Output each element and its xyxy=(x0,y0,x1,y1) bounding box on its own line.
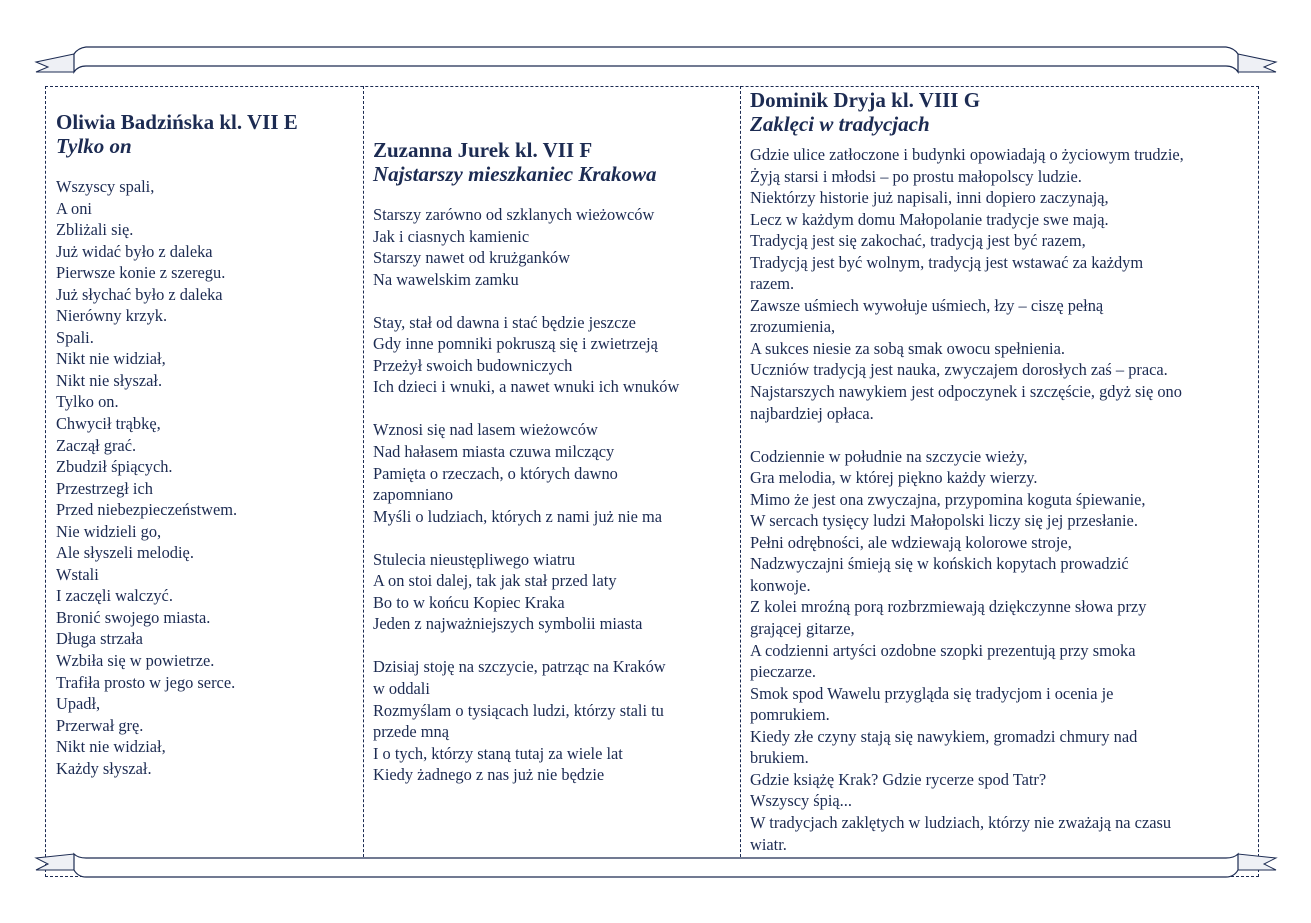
poem-line: Dzisiaj stoję na szczycie, patrząc na Kraków xyxy=(373,657,666,677)
poem-line: Wznosi się nad lasem wieżowców xyxy=(373,420,598,440)
poem-line: przede mną xyxy=(373,722,449,742)
poem-line: najbardziej opłaca. xyxy=(750,403,874,423)
poem-line: Gdzie książę Krak? Gdzie rycerze spod Tatr? xyxy=(750,769,1047,789)
poem-title: Tylko on xyxy=(56,134,132,158)
poem-line: Spali. xyxy=(56,327,94,347)
poem-title: Najstarszy mieszkaniec Krakowa xyxy=(373,162,657,186)
poem-line: Gra melodia, w której pięknо każdy wierzy. xyxy=(750,468,1038,488)
poem-text xyxy=(56,176,356,779)
poem-line: Już widać było z daleka xyxy=(56,241,213,261)
poem-line: Kiedy żadnego z nas już nie będzie xyxy=(373,765,605,785)
poem-line: razem. xyxy=(750,274,795,294)
poem-line: Bronić swojego miasta. xyxy=(56,607,211,627)
poem-column xyxy=(56,110,356,779)
poem-line: Pełni odrębności, ale wdziewają kolorowe stroje, xyxy=(750,532,1072,552)
poem-line: konwoje. xyxy=(750,575,811,595)
poem-line: A codzienni artyści ozdobne szopki prezentują przy smoka xyxy=(750,640,1136,660)
poem-line: Z kolei mroźną porą rozbrzmiewają dziękczynne słowa przy xyxy=(750,597,1147,617)
column-divider xyxy=(363,86,364,877)
poem-line: Najstarszych nawykiem jest odpoczynek i szczęście, gdyż się ono xyxy=(750,382,1182,402)
poem-line: Zawsze uśmiech wywołuje uśmiech, łzy – ciszę pełną xyxy=(750,295,1104,315)
poem-line: Gdy inne pomniki pokruszą się i zwietrzeją xyxy=(373,334,658,354)
poem-line: Zaczął grać. xyxy=(56,435,137,455)
poem-line: Codziennie w południe na szczycie wieży, xyxy=(750,446,1028,466)
poem-line: Pamięta o rzeczach, o których dawno xyxy=(373,463,618,483)
poem-author: Oliwia Badzińska kl. VII E xyxy=(56,110,298,134)
poem-title: Zaklęci w tradycjach xyxy=(750,112,930,136)
poem-line: Zbudził śpiących. xyxy=(56,457,173,477)
poem-line: zrozumienia, xyxy=(750,317,836,337)
poem-line: Długa strzała xyxy=(56,629,143,649)
poem-line xyxy=(373,527,733,549)
poem-line: Nikt nie widział, xyxy=(56,349,166,369)
poem-line: Stulecia nieustępliwego wiatru xyxy=(373,549,576,569)
poem-line: Mimo że jest ona zwyczajna, przypomina koguta śpiewanie, xyxy=(750,489,1146,509)
poem-line: Przestrzegł ich xyxy=(56,478,153,498)
poem-text xyxy=(750,144,1250,855)
poem-line: Na wawelskim zamku xyxy=(373,269,519,289)
top-ribbon-banner xyxy=(34,42,1278,78)
poem-line: Smok spod Wawelu przygląda się tradycjom i ocenia je xyxy=(750,683,1114,703)
poem-line: Rozmyślam o tysiącach ludzi, którzy stali tu xyxy=(373,700,664,720)
poem-line: Jak i ciasnych kamienic xyxy=(373,226,530,246)
poem-line: Wszyscy śpią... xyxy=(750,791,852,811)
column-divider xyxy=(740,86,741,877)
poem-line: Tradycją jest być wolnym, tradycją jest wstawać za każdym xyxy=(750,252,1144,272)
poem-line: Tylko on. xyxy=(56,392,119,412)
poem-line: Tradycją jest się zakochać, tradycją jest być razem, xyxy=(750,231,1086,251)
poem-line: wiatr. xyxy=(750,834,787,854)
poem-line: Nikt nie słyszał. xyxy=(56,370,163,390)
poem-line: Uczniów tradycją jest nauka, zwyczajem dorosłych zaś – praca. xyxy=(750,360,1168,380)
poem-line: Ich dzieci i wnuki, a nawet wnuki ich wnuków xyxy=(373,377,680,397)
poem-line: zapomniano xyxy=(373,485,454,505)
poem-line: Stay, stał od dawna i stać będzie jeszcze xyxy=(373,312,636,332)
poem-line: A sukces niesie za sobą smak owocu spełnienia. xyxy=(750,338,1065,358)
poem-line: Wstali xyxy=(56,564,99,584)
poem-line xyxy=(750,424,1250,446)
poem-line: Bo to w końcu Kopiec Kraka xyxy=(373,592,565,612)
poem-line: Upadł, xyxy=(56,694,101,714)
bottom-ribbon-banner xyxy=(34,850,1278,886)
poem-line: Kiedy złe czyny stają się nawykiem, gromadzi chmury nad xyxy=(750,726,1138,746)
poem-line: Trafiła prosto w jego serce. xyxy=(56,672,236,692)
poem-line: Nadzwyczajni śmieją się w końskich kopytach prowadzić xyxy=(750,554,1129,574)
poem-line: Przed niebezpieczeństwem. xyxy=(56,500,238,520)
poem-line: pomrukiem. xyxy=(750,705,830,725)
poem-line: Wzbiła się w powietrze. xyxy=(56,651,215,671)
poem-line: grającej gitarze, xyxy=(750,619,855,639)
poem-line: Żyją starsi i młodsi – po prostu małopolscy ludzie. xyxy=(750,166,1082,186)
poem-author: Zuzanna Jurek kl. VII F xyxy=(373,138,593,162)
poem-line: Nikt nie widział, xyxy=(56,737,166,757)
poem-line: Przerwał grę. xyxy=(56,715,144,735)
poem-line: Gdzie ulice zatłoczone i budynki opowiadają o życiowym trudzie, xyxy=(750,145,1184,164)
poem-line xyxy=(373,290,733,312)
poem-line: Zbliżali się. xyxy=(56,220,134,240)
poem-line: A on stoi dalej, tak jak stał przed laty xyxy=(373,571,617,591)
poem-line: A oni xyxy=(56,198,92,218)
poem-line: Wszyscy spali, xyxy=(56,177,155,196)
poem-line: I zaczęli walczyć. xyxy=(56,586,173,606)
poem-line xyxy=(373,398,733,420)
poem-line: Starszy nawet od krużganków xyxy=(373,248,571,268)
poem-line: W tradycjach zaklętych w ludziach, którzy nie zważają na czasu xyxy=(750,812,1172,832)
poem-line: Lecz w każdym domu Małopolanie tradycje swe mają. xyxy=(750,209,1109,229)
poem-line: Pierwsze konie z szeregu. xyxy=(56,263,226,283)
poem-author: Dominik Dryja kl. VIII G xyxy=(750,88,981,112)
poem-line: brukiem. xyxy=(750,748,809,768)
poem-line: Już słychać było z daleka xyxy=(56,284,223,304)
poem-line: pieczarze. xyxy=(750,662,816,682)
poem-line: Nierówny krzyk. xyxy=(56,306,168,326)
poem-line: Myśli o ludziach, których z nami już nie ma xyxy=(373,506,663,526)
poem-line: Chwycił trąbkę, xyxy=(56,414,161,434)
poem-line: w oddali xyxy=(373,679,430,699)
poem-line xyxy=(373,635,733,657)
poem-line: Nie widzieli go, xyxy=(56,521,162,541)
poem-text xyxy=(373,204,733,786)
poem-column xyxy=(750,88,1250,855)
poem-line: Jeden z najważniejszych symbolii miasta xyxy=(373,614,643,634)
poem-line: W sercach tysięcy ludzi Małopolski liczy się jej przesłanie. xyxy=(750,511,1138,531)
poem-line: Niektórzy historie już napisali, inni dopiero zaczynają, xyxy=(750,188,1109,208)
poem-line: Starszy zarówno od szklanych wieżowców xyxy=(373,205,655,224)
poem-line: Ale słyszeli melodię. xyxy=(56,543,194,563)
poem-line: Nad hałasem miasta czuwa milczący xyxy=(373,442,615,462)
poem-line: Każdy słyszał. xyxy=(56,758,152,778)
poem-line: Przeżył swoich budowniczych xyxy=(373,355,573,375)
poem-line: I o tych, którzy staną tutaj za wiele lat xyxy=(373,743,623,763)
poem-column xyxy=(373,138,733,786)
